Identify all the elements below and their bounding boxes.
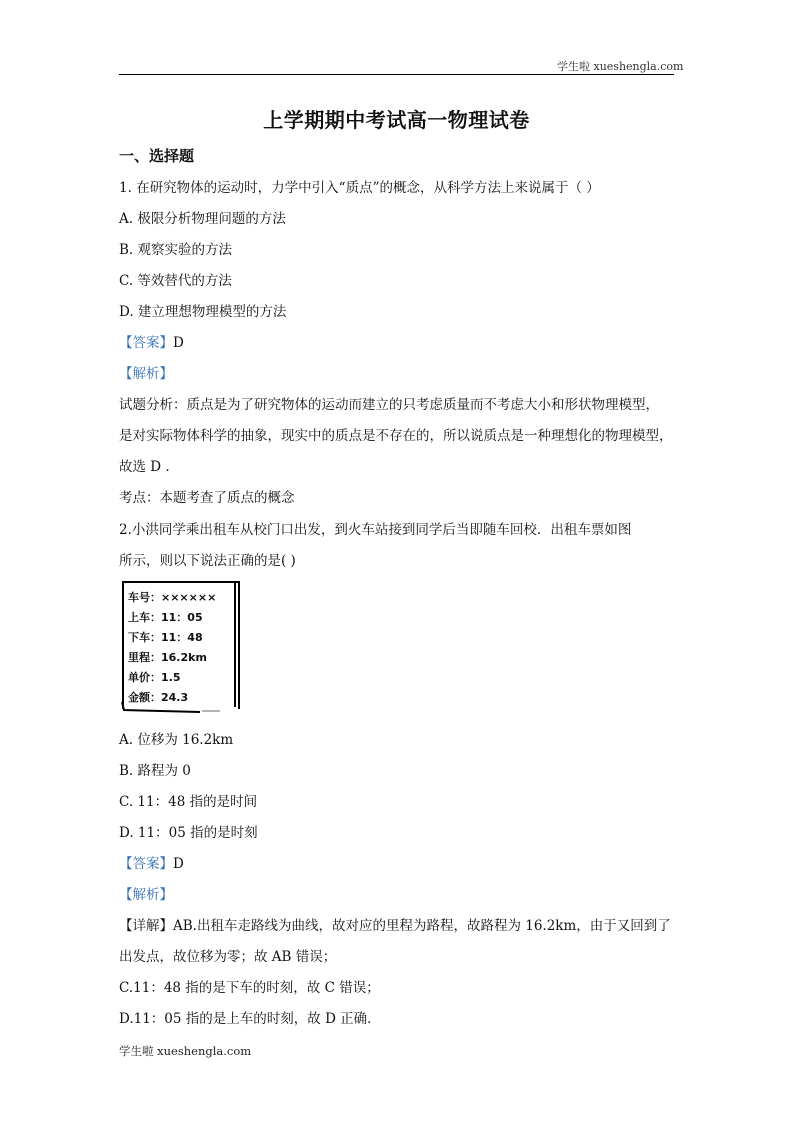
q2-stem: 2.小洪同学乘出租车从校门口出发，到火车站接到同学后当即随车回校．出租车票如图: [119, 522, 632, 538]
q2-detail-tag: 【详解】: [119, 918, 173, 934]
q2-option-c: C. 11：48 指的是时间: [119, 794, 258, 810]
q2-answer-value: D: [173, 856, 184, 872]
section-title: 一、选择题: [119, 147, 195, 165]
q1-answer: [119, 331, 184, 351]
header-site-label: 学生啦 xueshengla.com: [557, 60, 684, 73]
q2-stem: 所示，则以下说法正确的是( ): [119, 553, 296, 569]
q1-analysis-line: 故选 D .: [119, 459, 170, 475]
page-title: 上学期期中考试高一物理试卷: [263, 108, 530, 132]
q2-answer: [119, 852, 184, 872]
footer-site-label: 学生啦 xueshengla.com: [119, 1044, 252, 1058]
ticket-right-border: [234, 581, 236, 707]
q1-answer-tag: 【答案】: [119, 335, 173, 351]
q2-detail-line: 出发点，故位移为零；故 AB 错误；: [119, 949, 337, 965]
q2-option-d: D. 11：05 指的是时刻: [119, 825, 258, 841]
q1-knowledge-point: 考点：本题考查了质点的概念: [119, 490, 295, 506]
ticket-mileage: 里程：16.2km: [128, 651, 207, 664]
q1-option-c: C. 等效替代的方法: [119, 273, 232, 289]
q1-answer-value: D: [173, 335, 184, 351]
q2-detail-line: [119, 914, 671, 934]
ticket-amount: 金额：24.3: [128, 691, 189, 704]
q1-option-d: D. 建立理想物理模型的方法: [119, 304, 287, 320]
q1-analysis-line: 试题分析：质点是为了研究物体的运动而建立的只考虑质量而不考虑大小和形状物理模型，: [119, 397, 659, 413]
q1-option-a: A. 极限分析物理问题的方法: [119, 211, 286, 227]
ticket-bottom-edge: [120, 700, 240, 714]
ticket-unit-price: 单价：1.5: [128, 671, 181, 684]
q1-option-b: B. 观察实验的方法: [119, 242, 233, 258]
ticket-boarding-time: 上车：11：05: [128, 611, 203, 624]
q2-option-a: A. 位移为 16.2km: [119, 732, 234, 748]
q1-stem: 1. 在研究物体的运动时，力学中引入“质点”的概念，从科学方法上来说属于（ ）: [119, 180, 600, 196]
q2-option-b: B. 路程为 0: [119, 763, 191, 779]
q2-answer-tag: 【答案】: [119, 856, 173, 872]
ticket-alighting-time: 下车：11：48: [128, 631, 203, 644]
header-divider: [119, 74, 674, 75]
q1-analysis-line: 是对实际物体科学的抽象，现实中的质点是不存在的，所以说质点是一种理想化的物理模型，: [119, 428, 673, 444]
q2-detail-line: C.11：48 指的是下车的时刻，故 C 错误；: [119, 980, 380, 996]
q2-analysis-tag: 【解析】: [119, 887, 173, 903]
taxi-ticket-image: [122, 581, 240, 709]
ticket-car-number: 车号：××××××: [128, 591, 217, 604]
q1-analysis-tag: 【解析】: [119, 366, 173, 382]
q2-detail-line: D.11：05 指的是上车的时刻，故 D 正确．: [119, 1011, 381, 1027]
q2-detail-text: AB.出租车走路线为曲线，故对应的里程为路程，故路程为 16.2km，由于又回到了: [173, 918, 671, 934]
